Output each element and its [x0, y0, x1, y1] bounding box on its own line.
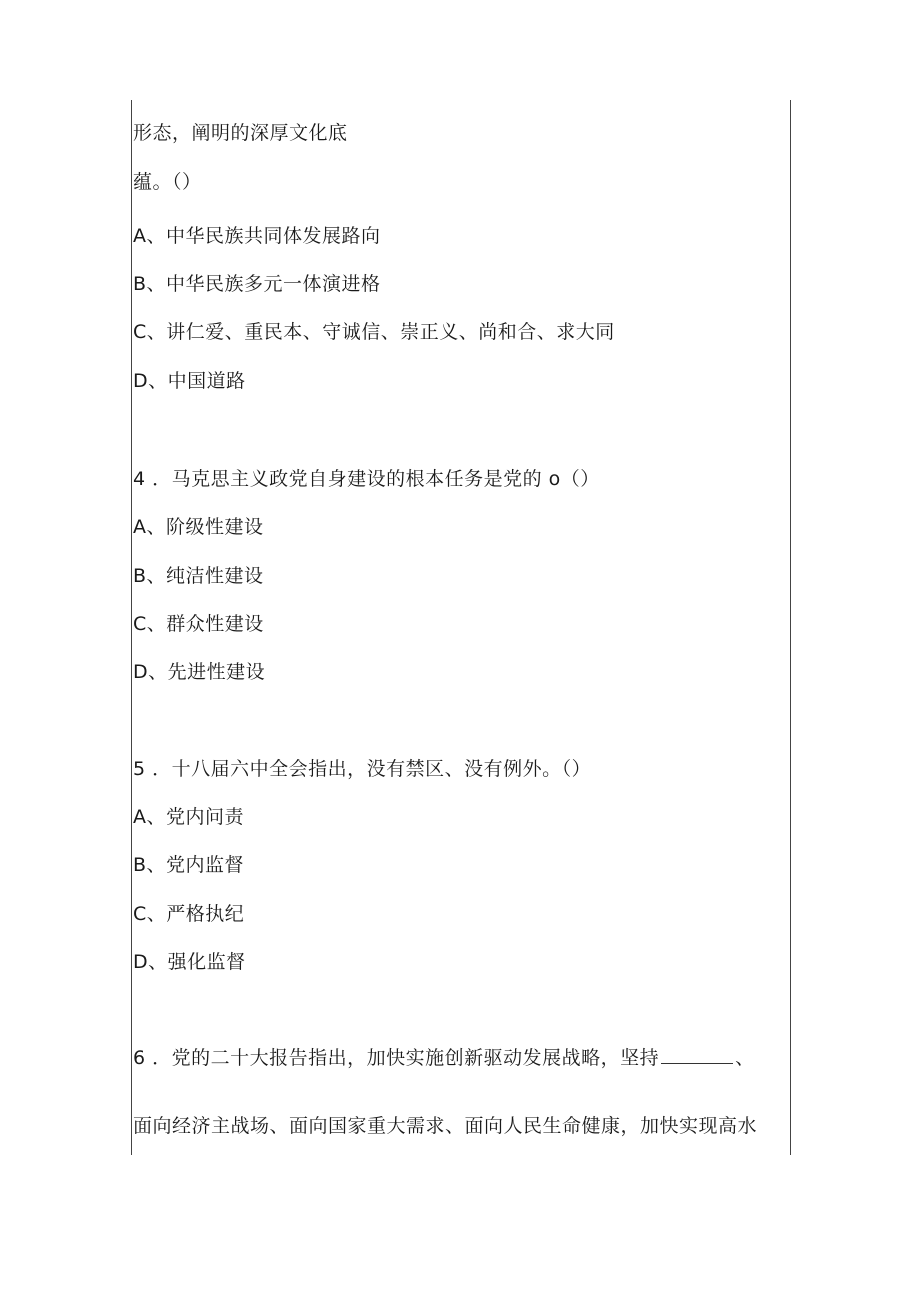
question-3-option-a: A、中华民族共同体发展路向 [133, 225, 381, 247]
question-6-stem-line-2: 面向经济主战场、面向国家重大需求、面向人民生命健康，加快实现高水 [133, 1115, 758, 1137]
question-3-option-d: D、中国道路 [133, 370, 246, 392]
question-5-option-a: A、党内问责 [133, 806, 244, 828]
answer-blank [661, 1047, 733, 1064]
question-4-option-c: C、群众性建设 [133, 613, 264, 635]
question-cell [133, 0, 788, 1301]
question-3-option-b: B、中华民族多元一体演进格 [133, 273, 381, 295]
question-5-stem: 5 ．十八届六中全会指出，没有禁区、没有例外。（） [133, 758, 592, 780]
question-5-option-c: C、严格执纪 [133, 903, 245, 925]
question-5-option-b: B、党内监督 [133, 854, 245, 876]
question-3-stem-line-2: 蕴。（） [133, 171, 202, 193]
table-border-left [131, 100, 132, 1155]
question-4-option-d: D、先进性建设 [133, 661, 266, 683]
question-4-option-b: B、纯洁性建设 [133, 565, 264, 587]
question-4-stem: 4 ．马克思主义政党自身建设的根本任务是党的 o（） [133, 468, 600, 490]
question-6-stem-line-1 [133, 1046, 755, 1070]
question-6-stem-punct: 、 [735, 1047, 755, 1069]
question-3-stem-line-1: 形态，阐明的深厚文化底 [133, 122, 348, 144]
question-5-option-d: D、强化监督 [133, 951, 246, 973]
question-4-option-a: A、阶级性建设 [133, 516, 264, 538]
question-3-option-c: C、讲仁爱、重民本、守诚信、崇正义、尚和合、求大同 [133, 321, 615, 343]
table-border-right [790, 100, 791, 1155]
question-6-stem-text: 6 ．党的二十大报告指出，加快实施创新驱动发展战略，坚持 [133, 1047, 660, 1069]
